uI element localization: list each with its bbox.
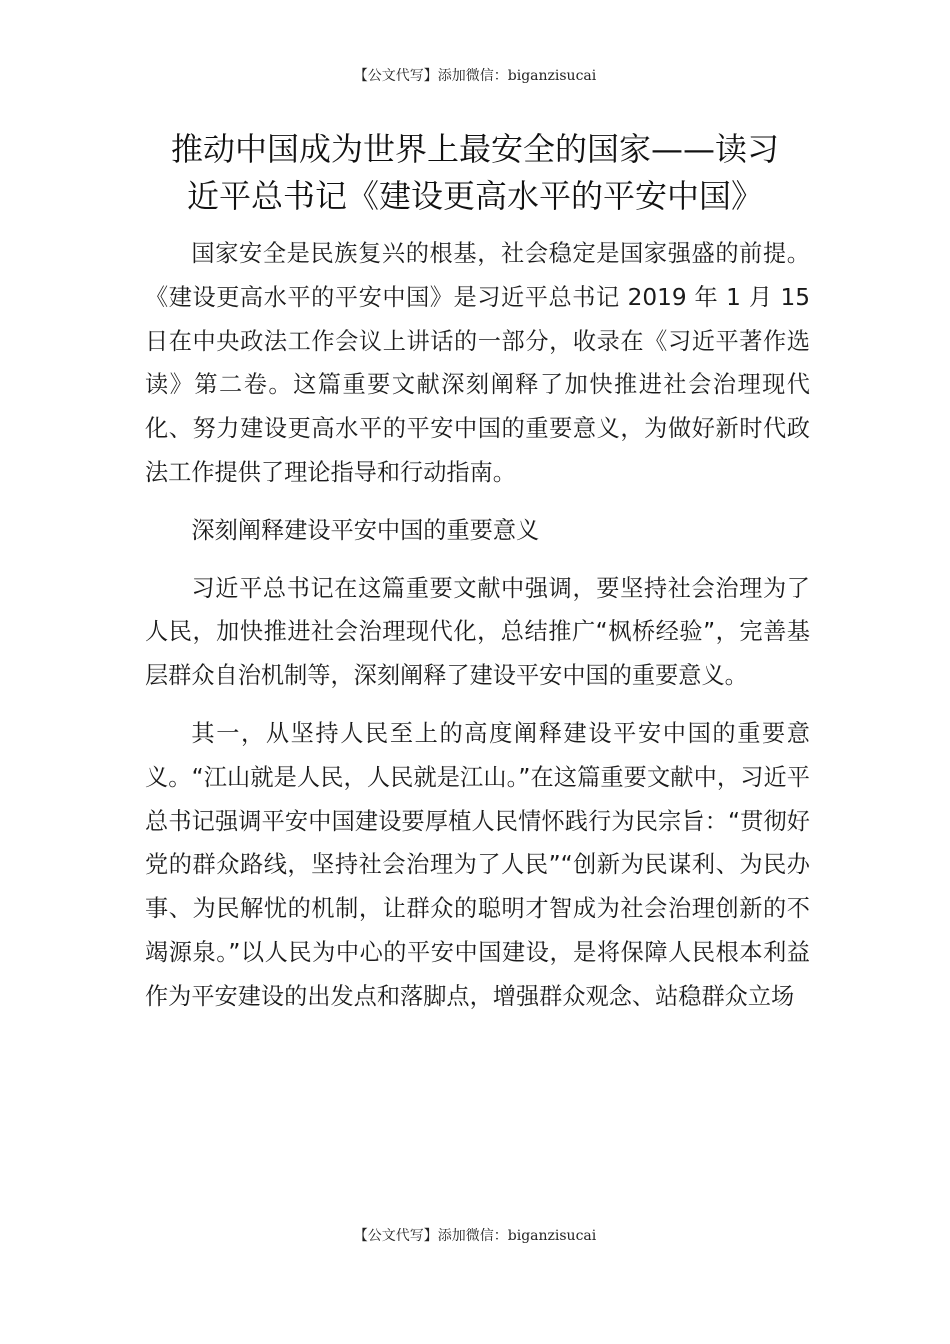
page-header-watermark: 【公文代写】添加微信：biganzisucai bbox=[353, 68, 597, 84]
document-body bbox=[145, 232, 810, 1019]
title-line-1: 推动中国成为世界上最安全的国家——读习 bbox=[170, 130, 779, 168]
title-line-2: 近平总书记《建设更高水平的平安中国》 bbox=[186, 177, 763, 215]
paragraph-point-one: 其一，从坚持人民至上的高度阐释建设平安中国的重要意义。“江山就是人民，人民就是江山。”在这篇重要文献中，习近平总书记强调平安中国建设要厚植人民情怀践行为民宗旨：“贯彻好党的群众路线，坚持社会治理为了人民”“创新为民谋利、为民办事、为民解忧的机制，让群众的聪明才智成为社会治理创新的不竭源泉。”以人民为中心的平安中国建设，是将保障人民根本利益作为平安建设的出发点和落脚点，增强群众观念、站稳群众立场 bbox=[145, 719, 810, 1010]
page-footer-watermark: 【公文代写】添加微信：biganzisucai bbox=[353, 1228, 597, 1244]
section-subheading: 深刻阐释建设平安中国的重要意义 bbox=[191, 516, 540, 544]
paragraph-overview: 习近平总书记在这篇重要文献中强调，要坚持社会治理为了人民，加快推进社会治理现代化，总结推广“枫桥经验”，完善基层群众自治机制等，深刻阐释了建设平安中国的重要意义。 bbox=[145, 574, 810, 690]
document-title bbox=[140, 126, 810, 220]
paragraph-intro: 国家安全是民族复兴的根基，社会稳定是国家强盛的前提。《建设更高水平的平安中国》是习近平总书记 2019 年 1 月 15 日在中央政法工作会议上讲话的一部分，收录在《习近平著作选读》第二卷。这篇重要文献深刻阐释了加快推进社会治理现代化、努力建设更高水平的平安中国的重要意义，为做好新时代政法工作提供了理论指导和行动指南。 bbox=[145, 240, 810, 486]
